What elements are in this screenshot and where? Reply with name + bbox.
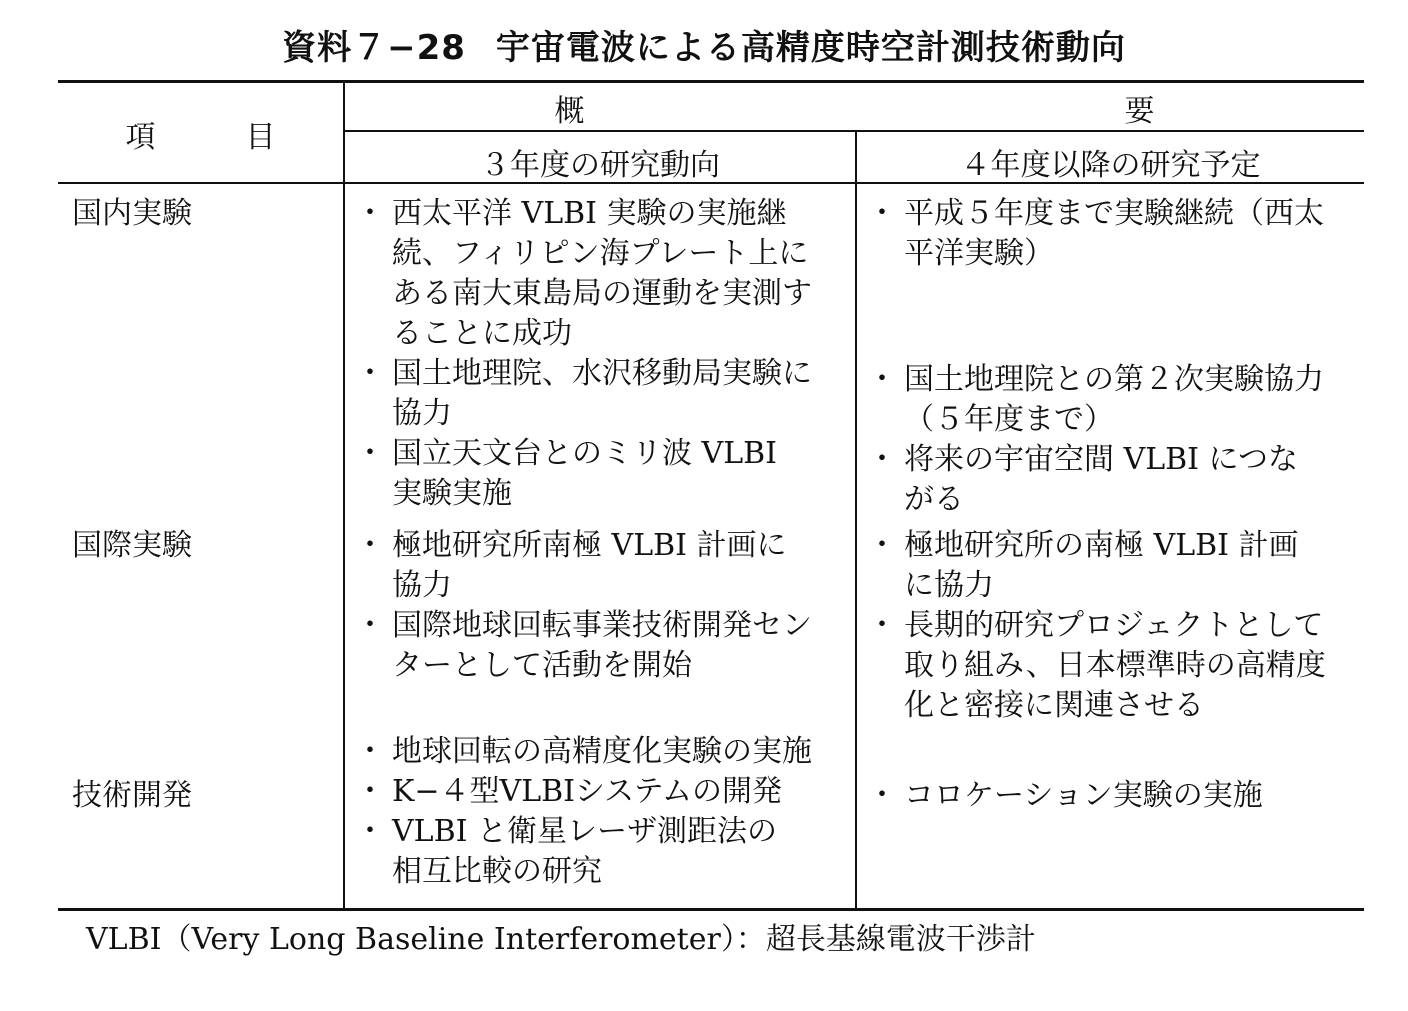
list-item: ・ 極地研究所の南極 VLBI 計画 に協力 — [860, 526, 1326, 606]
international-current-list — [348, 526, 812, 686]
header-future: ４年度以降の研究予定 — [960, 148, 1261, 183]
header-item: 項 目 — [125, 120, 276, 155]
footnote: VLBI（Very Long Baseline Interferometer）：超長基線電波干渉計 — [86, 922, 1036, 957]
list-item: ・ コロケーション実験の実施 — [860, 776, 1263, 816]
list-item: ・ 国立天文台とのミリ波 VLBI 実験実施 — [348, 434, 812, 514]
list-item: ・ 西太平洋 VLBI 実験の実施継 続、フィリピン海プレート上に ある南大東島局の運動を実測す ることに成功 — [348, 194, 812, 354]
domestic-future-list-2 — [860, 360, 1324, 520]
international-future-list — [860, 526, 1326, 726]
category-international: 国際実験 — [72, 528, 192, 563]
list-item: ・ 極地研究所南極 VLBI 計画に 協力 — [348, 526, 812, 606]
header-gaiyo: 概 要 — [554, 94, 1155, 129]
list-item: ・ 国土地理院、水沢移動局実験に 協力 — [348, 354, 812, 434]
table-bottom-rule — [58, 908, 1364, 911]
domestic-future-list — [860, 194, 1324, 274]
category-tech-dev: 技術開発 — [72, 778, 192, 813]
document-label: 資料７−28 — [282, 28, 466, 68]
column-divider-future — [855, 132, 857, 910]
document-title: 宇宙電波による高精度時空計測技術動向 — [495, 28, 1126, 68]
list-item: ・ 国土地理院との第２次実験協力 （５年度まで） — [860, 360, 1324, 440]
list-item: ・ 平成５年度まで実験継続（西太 平洋実験） — [860, 194, 1324, 274]
table-top-rule — [58, 80, 1364, 83]
list-item: ・ K−４型VLBIシステムの開発 — [348, 772, 812, 812]
domestic-current-list — [348, 194, 812, 514]
header-current: ３年度の研究動向 — [480, 148, 720, 183]
list-item: ・ 長期的研究プロジェクトとして 取り組み、日本標準時の高精度 化と密接に関連させる — [860, 606, 1326, 726]
list-item: ・ 国際地球回転事業技術開発セン ターとして活動を開始 — [348, 606, 812, 686]
list-item: ・ VLBI と衛星レーザ測距法の 相互比較の研究 — [348, 812, 812, 892]
list-item: ・ 将来の宇宙空間 VLBI につな がる — [860, 440, 1324, 520]
tech-dev-current-list — [348, 732, 812, 892]
category-domestic: 国内実験 — [72, 196, 192, 231]
tech-dev-future-list — [860, 776, 1263, 816]
page-title — [0, 20, 1408, 69]
column-divider-item — [343, 80, 345, 910]
list-item: ・ 地球回転の高精度化実験の実施 — [348, 732, 812, 772]
